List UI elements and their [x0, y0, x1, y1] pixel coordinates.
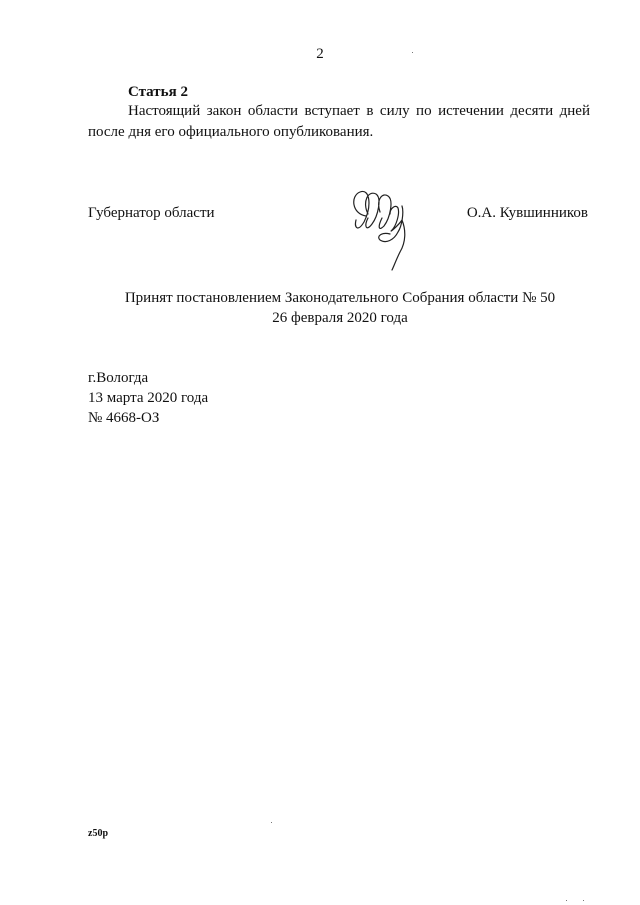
signature-image — [346, 186, 416, 272]
adoption-line-2: 26 февраля 2020 года — [272, 310, 408, 326]
adoption-line-1: Принят постановлением Законодательного Собрания области № 50 — [124, 290, 556, 306]
scan-dot — [271, 822, 272, 823]
page-number: 2 — [316, 46, 324, 62]
date-line: 13 марта 2020 года — [88, 390, 209, 406]
article-title: Статья 2 — [128, 84, 188, 100]
law-number-line: № 4668-ОЗ — [88, 410, 160, 426]
file-code: z50p — [88, 828, 108, 839]
article-body: Настоящий закон области вступает в силу по истечении десяти дней после дня его официального опубликования. — [88, 103, 590, 140]
city-line: г.Вологда — [88, 370, 149, 386]
scan-dot — [412, 52, 413, 53]
scan-dot — [566, 900, 567, 901]
governor-name: О.А. Кувшинников — [466, 205, 588, 221]
place-date-block — [88, 368, 208, 428]
governor-title: Губернатор области — [88, 205, 215, 221]
scan-dot — [583, 900, 584, 901]
